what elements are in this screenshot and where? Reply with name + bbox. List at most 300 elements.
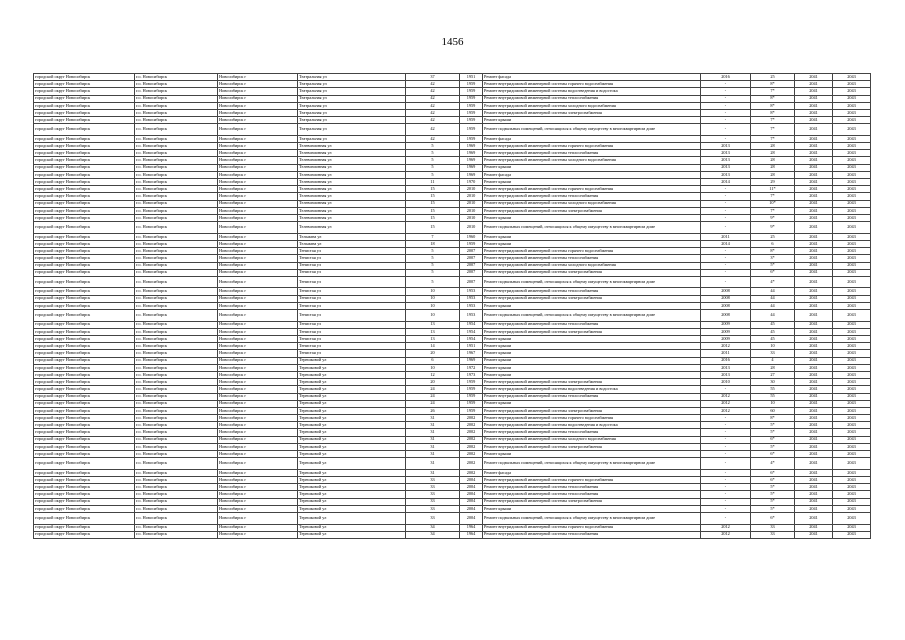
cell-municipality: городской округ Новосибирск xyxy=(34,102,135,109)
cell-city: Новосибирск г xyxy=(218,109,298,116)
cell-work-type: Ремонт внутридомовой инженерной системы электроснабжения xyxy=(483,443,701,450)
cell-settlement: г.о. Новосибирск xyxy=(135,135,218,142)
cell-plan-end-year: 2043 xyxy=(833,102,871,109)
cell-plan-start-year: 2041 xyxy=(795,343,833,350)
cell-last-repair-year: - xyxy=(701,255,751,262)
cell-build-year: 2002 xyxy=(460,458,483,470)
cell-build-year: 2002 xyxy=(460,422,483,429)
cell-plan-start-year: 2041 xyxy=(795,484,833,491)
cell-city: Новосибирск г xyxy=(218,207,298,214)
cell-last-repair-year: - xyxy=(701,436,751,443)
cell-build-year: 1969 xyxy=(460,164,483,171)
cell-house-number: 42 xyxy=(406,117,460,124)
cell-last-repair-year: 2013 xyxy=(701,143,751,150)
cell-wear-percent: 28 xyxy=(751,150,795,157)
cell-municipality: городской округ Новосибирск xyxy=(34,531,135,538)
cell-plan-end-year: 2043 xyxy=(833,498,871,505)
cell-municipality: городской округ Новосибирск xyxy=(34,164,135,171)
cell-wear-percent: 11* xyxy=(751,186,795,193)
cell-house-number: 33 xyxy=(406,491,460,498)
cell-house-number: 33 xyxy=(406,476,460,483)
cell-plan-start-year: 2041 xyxy=(795,295,833,302)
table-row xyxy=(34,484,871,491)
table-row xyxy=(34,186,871,193)
cell-city: Новосибирск г xyxy=(218,150,298,157)
table-row xyxy=(34,276,871,288)
cell-house-number: 42 xyxy=(406,95,460,102)
cell-plan-end-year: 2043 xyxy=(833,262,871,269)
cell-plan-end-year: 2043 xyxy=(833,295,871,302)
cell-plan-end-year: 2043 xyxy=(833,233,871,240)
cell-house-number: 10 xyxy=(406,364,460,371)
cell-last-repair-year: - xyxy=(701,386,751,393)
cell-municipality: городской округ Новосибирск xyxy=(34,150,135,157)
cell-municipality: городской округ Новосибирск xyxy=(34,321,135,328)
cell-municipality: городской округ Новосибирск xyxy=(34,193,135,200)
cell-last-repair-year: - xyxy=(701,276,751,288)
cell-plan-start-year: 2041 xyxy=(795,422,833,429)
cell-last-repair-year: - xyxy=(701,193,751,200)
cell-street: Терешковой ул xyxy=(298,491,406,498)
cell-last-repair-year: 2012 xyxy=(701,343,751,350)
cell-street: Тенистая ул xyxy=(298,328,406,335)
cell-last-repair-year: - xyxy=(701,269,751,276)
cell-municipality: городской округ Новосибирск xyxy=(34,343,135,350)
cell-city: Новосибирск г xyxy=(218,498,298,505)
cell-plan-start-year: 2041 xyxy=(795,276,833,288)
cell-work-type: Ремонт внутридомовой инженерной системы электроснабжения xyxy=(483,295,701,302)
cell-house-number: 15 xyxy=(406,214,460,221)
cell-last-repair-year: - xyxy=(701,512,751,524)
cell-plan-end-year: 2043 xyxy=(833,74,871,81)
cell-work-type: Ремонт крыши xyxy=(483,240,701,247)
cell-plan-end-year: 2043 xyxy=(833,371,871,378)
cell-work-type: Ремонт внутридомовой инженерной системы теплоснабжения xyxy=(483,484,701,491)
cell-work-type: Ремонт крыши xyxy=(483,214,701,221)
cell-house-number: 37 xyxy=(406,74,460,81)
cell-work-type: Ремонт внутридомовой инженерной системы горячего водоснабжения xyxy=(483,186,701,193)
cell-municipality: городской округ Новосибирск xyxy=(34,295,135,302)
table-row xyxy=(34,207,871,214)
cell-municipality: городской округ Новосибирск xyxy=(34,364,135,371)
cell-municipality: городской округ Новосибирск xyxy=(34,422,135,429)
cell-house-number: 13 xyxy=(406,321,460,328)
cell-settlement: г.о. Новосибирск xyxy=(135,109,218,116)
cell-settlement: г.о. Новосибирск xyxy=(135,458,218,470)
cell-wear-percent: 28 xyxy=(751,171,795,178)
cell-municipality: городской округ Новосибирск xyxy=(34,222,135,234)
cell-street: Терешковой ул xyxy=(298,524,406,531)
cell-plan-end-year: 2043 xyxy=(833,531,871,538)
cell-settlement: г.о. Новосибирск xyxy=(135,171,218,178)
cell-municipality: городской округ Новосибирск xyxy=(34,371,135,378)
cell-work-type: Ремонт крыши xyxy=(483,336,701,343)
cell-settlement: г.о. Новосибирск xyxy=(135,214,218,221)
cell-municipality: городской округ Новосибирск xyxy=(34,310,135,322)
cell-house-number: 5 xyxy=(406,143,460,150)
cell-work-type: Ремонт подвальных помещений, относящихся к общему имуществу в многоквартирном доме xyxy=(483,276,701,288)
table-row xyxy=(34,222,871,234)
cell-city: Новосибирск г xyxy=(218,171,298,178)
table-row xyxy=(34,179,871,186)
cell-street: Тенистая ул xyxy=(298,295,406,302)
cell-plan-end-year: 2043 xyxy=(833,186,871,193)
cell-house-number: 5 xyxy=(406,157,460,164)
table-row xyxy=(34,407,871,414)
cell-last-repair-year: - xyxy=(701,429,751,436)
cell-city: Новосибирск г xyxy=(218,102,298,109)
cell-municipality: городской округ Новосибирск xyxy=(34,200,135,207)
cell-house-number: 42 xyxy=(406,124,460,136)
cell-city: Новосибирск г xyxy=(218,429,298,436)
cell-street: Терешковой ул xyxy=(298,531,406,538)
table-row xyxy=(34,269,871,276)
page-number: 1456 xyxy=(441,36,464,48)
cell-work-type: Ремонт внутридомовой инженерной системы горячего водоснабжения xyxy=(483,476,701,483)
cell-plan-end-year: 2043 xyxy=(833,135,871,142)
cell-municipality: городской округ Новосибирск xyxy=(34,407,135,414)
cell-work-type: Ремонт внутридомовой инженерной системы горячего водоснабжения xyxy=(483,524,701,531)
cell-last-repair-year: - xyxy=(701,214,751,221)
cell-municipality: городской округ Новосибирск xyxy=(34,179,135,186)
cell-work-type: Ремонт внутридомовой инженерной системы горячего водоснабжения xyxy=(483,81,701,88)
cell-house-number: 15 xyxy=(406,200,460,207)
cell-settlement: г.о. Новосибирск xyxy=(135,393,218,400)
cell-wear-percent: 8* xyxy=(751,95,795,102)
cell-house-number: 34 xyxy=(406,531,460,538)
cell-settlement: г.о. Новосибирск xyxy=(135,386,218,393)
cell-wear-percent: 5* xyxy=(751,505,795,512)
cell-last-repair-year: 2013 xyxy=(701,371,751,378)
table-row xyxy=(34,164,871,171)
cell-build-year: 1959 xyxy=(460,109,483,116)
cell-settlement: г.о. Новосибирск xyxy=(135,476,218,483)
cell-settlement: г.о. Новосибирск xyxy=(135,295,218,302)
cell-build-year: 2004 xyxy=(460,505,483,512)
cell-street: Телевизионная ул xyxy=(298,164,406,171)
cell-municipality: городской округ Новосибирск xyxy=(34,415,135,422)
cell-last-repair-year: 2014 xyxy=(701,179,751,186)
cell-city: Новосибирск г xyxy=(218,379,298,386)
cell-last-repair-year: - xyxy=(701,81,751,88)
cell-last-repair-year: 2012 xyxy=(701,400,751,407)
cell-municipality: городской округ Новосибирск xyxy=(34,214,135,221)
cell-work-type: Ремонт крыши xyxy=(483,350,701,357)
cell-house-number: 42 xyxy=(406,109,460,116)
cell-wear-percent: 8* xyxy=(751,81,795,88)
cell-municipality: городской округ Новосибирск xyxy=(34,336,135,343)
cell-work-type: Ремонт фасада xyxy=(483,469,701,476)
cell-plan-end-year: 2043 xyxy=(833,491,871,498)
table-row xyxy=(34,255,871,262)
cell-city: Новосибирск г xyxy=(218,310,298,322)
cell-city: Новосибирск г xyxy=(218,443,298,450)
cell-wear-percent: 4* xyxy=(751,276,795,288)
cell-work-type: Ремонт крыши xyxy=(483,505,701,512)
cell-street: Терешковой ул xyxy=(298,443,406,450)
cell-last-repair-year: - xyxy=(701,415,751,422)
cell-house-number: 31 xyxy=(406,469,460,476)
cell-work-type: Ремонт внутридомовой инженерной системы холодного водоснабжения xyxy=(483,157,701,164)
cell-street: Тельмана ул xyxy=(298,240,406,247)
cell-build-year: 1959 xyxy=(460,407,483,414)
cell-house-number: 10 xyxy=(406,302,460,309)
cell-house-number: 10 xyxy=(406,310,460,322)
cell-settlement: г.о. Новосибирск xyxy=(135,81,218,88)
cell-city: Новосибирск г xyxy=(218,124,298,136)
table-row xyxy=(34,109,871,116)
cell-house-number: 15 xyxy=(406,207,460,214)
cell-house-number: 24 xyxy=(406,386,460,393)
cell-street: Телевизионная ул xyxy=(298,207,406,214)
table-row xyxy=(34,436,871,443)
cell-house-number: 31 xyxy=(406,429,460,436)
table-row xyxy=(34,95,871,102)
cell-build-year: 1954 xyxy=(460,321,483,328)
cell-settlement: г.о. Новосибирск xyxy=(135,469,218,476)
cell-street: Терешковой ул xyxy=(298,357,406,364)
table-row xyxy=(34,124,871,136)
cell-work-type: Ремонт внутридомовой инженерной системы холодного водоснабжения xyxy=(483,262,701,269)
cell-house-number: 13 xyxy=(406,328,460,335)
cell-plan-start-year: 2041 xyxy=(795,429,833,436)
cell-house-number: 5 xyxy=(406,262,460,269)
cell-city: Новосибирск г xyxy=(218,407,298,414)
cell-build-year: 1959 xyxy=(460,95,483,102)
cell-wear-percent: 45 xyxy=(751,328,795,335)
cell-plan-end-year: 2043 xyxy=(833,164,871,171)
cell-settlement: г.о. Новосибирск xyxy=(135,179,218,186)
table-row xyxy=(34,214,871,221)
cell-city: Новосибирск г xyxy=(218,222,298,234)
cell-house-number: 33 xyxy=(406,505,460,512)
cell-settlement: г.о. Новосибирск xyxy=(135,371,218,378)
cell-work-type: Ремонт внутридомовой инженерной системы горячего водоснабжения xyxy=(483,248,701,255)
cell-house-number: 15 xyxy=(406,186,460,193)
cell-build-year: 1953 xyxy=(460,302,483,309)
cell-wear-percent: 33 xyxy=(751,524,795,531)
cell-city: Новосибирск г xyxy=(218,321,298,328)
cell-settlement: г.о. Новосибирск xyxy=(135,240,218,247)
cell-build-year: 1970 xyxy=(460,179,483,186)
cell-work-type: Ремонт внутридомовой инженерной системы электроснабжения xyxy=(483,328,701,335)
cell-city: Новосибирск г xyxy=(218,328,298,335)
cell-plan-end-year: 2043 xyxy=(833,350,871,357)
cell-settlement: г.о. Новосибирск xyxy=(135,124,218,136)
cell-plan-start-year: 2041 xyxy=(795,193,833,200)
cell-plan-start-year: 2041 xyxy=(795,74,833,81)
cell-street: Телевизионная ул xyxy=(298,214,406,221)
cell-city: Новосибирск г xyxy=(218,262,298,269)
cell-street: Тенистая ул xyxy=(298,269,406,276)
cell-street: Телевизионная ул xyxy=(298,150,406,157)
cell-municipality: городской округ Новосибирск xyxy=(34,484,135,491)
cell-municipality: городской округ Новосибирск xyxy=(34,498,135,505)
cell-municipality: городской округ Новосибирск xyxy=(34,379,135,386)
cell-city: Новосибирск г xyxy=(218,214,298,221)
cell-settlement: г.о. Новосибирск xyxy=(135,276,218,288)
table-row xyxy=(34,74,871,81)
cell-street: Тенистая ул xyxy=(298,310,406,322)
cell-work-type: Ремонт крыши xyxy=(483,302,701,309)
cell-municipality: городской округ Новосибирск xyxy=(34,269,135,276)
cell-wear-percent: 44 xyxy=(751,288,795,295)
cell-work-type: Ремонт фасада xyxy=(483,74,701,81)
table-row xyxy=(34,233,871,240)
cell-build-year: 2010 xyxy=(460,222,483,234)
cell-build-year: 1959 xyxy=(460,379,483,386)
cell-build-year: 1964 xyxy=(460,524,483,531)
cell-work-type: Ремонт внутридомовой инженерной системы электроснабжения xyxy=(483,269,701,276)
cell-last-repair-year: - xyxy=(701,117,751,124)
cell-street: Театральная ул xyxy=(298,102,406,109)
cell-build-year: 1959 xyxy=(460,393,483,400)
cell-municipality: городской округ Новосибирск xyxy=(34,157,135,164)
cell-plan-start-year: 2041 xyxy=(795,248,833,255)
cell-work-type: Ремонт крыши xyxy=(483,364,701,371)
cell-house-number: 33 xyxy=(406,498,460,505)
cell-build-year: 1973 xyxy=(460,371,483,378)
cell-plan-start-year: 2041 xyxy=(795,135,833,142)
cell-wear-percent: 8* xyxy=(751,415,795,422)
cell-work-type: Ремонт внутридомовой инженерной системы теплоснабжения xyxy=(483,95,701,102)
cell-settlement: г.о. Новосибирск xyxy=(135,302,218,309)
table-row xyxy=(34,531,871,538)
cell-plan-start-year: 2041 xyxy=(795,214,833,221)
cell-street: Телевизионная ул xyxy=(298,200,406,207)
cell-settlement: г.о. Новосибирск xyxy=(135,350,218,357)
cell-work-type: Ремонт внутридомовой инженерной системы электроснабжения xyxy=(483,407,701,414)
cell-house-number: 31 xyxy=(406,436,460,443)
cell-wear-percent: 7* xyxy=(751,207,795,214)
cell-city: Новосибирск г xyxy=(218,505,298,512)
cell-build-year: 1959 xyxy=(460,386,483,393)
cell-work-type: Ремонт внутридомовой инженерной системы теплоснабжения xyxy=(483,150,701,157)
table-row xyxy=(34,415,871,422)
cell-plan-end-year: 2043 xyxy=(833,436,871,443)
cell-municipality: городской округ Новосибирск xyxy=(34,436,135,443)
cell-street: Тенистая ул xyxy=(298,321,406,328)
cell-work-type: Ремонт внутридомовой инженерной системы водоотведения и водостока xyxy=(483,422,701,429)
cell-street: Театральная ул xyxy=(298,109,406,116)
cell-plan-end-year: 2043 xyxy=(833,400,871,407)
cell-city: Новосибирск г xyxy=(218,200,298,207)
cell-municipality: городской округ Новосибирск xyxy=(34,81,135,88)
cell-build-year: 1959 xyxy=(460,81,483,88)
cell-municipality: городской округ Новосибирск xyxy=(34,524,135,531)
table-row xyxy=(34,102,871,109)
cell-house-number: 24 xyxy=(406,400,460,407)
cell-municipality: городской округ Новосибирск xyxy=(34,386,135,393)
cell-settlement: г.о. Новосибирск xyxy=(135,400,218,407)
cell-build-year: 1953 xyxy=(460,310,483,322)
cell-settlement: г.о. Новосибирск xyxy=(135,310,218,322)
cell-plan-start-year: 2041 xyxy=(795,262,833,269)
cell-house-number: 12 xyxy=(406,371,460,378)
cell-city: Новосибирск г xyxy=(218,436,298,443)
cell-plan-end-year: 2043 xyxy=(833,364,871,371)
cell-plan-start-year: 2041 xyxy=(795,491,833,498)
cell-wear-percent: 7* xyxy=(751,135,795,142)
cell-plan-start-year: 2041 xyxy=(795,171,833,178)
cell-municipality: городской округ Новосибирск xyxy=(34,255,135,262)
cell-street: Театральная ул xyxy=(298,135,406,142)
cell-street: Телевизионная ул xyxy=(298,193,406,200)
cell-city: Новосибирск г xyxy=(218,524,298,531)
cell-plan-start-year: 2041 xyxy=(795,505,833,512)
cell-house-number: 11 xyxy=(406,179,460,186)
cell-street: Терешковой ул xyxy=(298,386,406,393)
cell-plan-start-year: 2041 xyxy=(795,393,833,400)
cell-municipality: городской округ Новосибирск xyxy=(34,95,135,102)
cell-last-repair-year: - xyxy=(701,422,751,429)
cell-last-repair-year: 2016 xyxy=(701,74,751,81)
cell-house-number: 5 xyxy=(406,171,460,178)
cell-plan-end-year: 2043 xyxy=(833,524,871,531)
cell-plan-start-year: 2041 xyxy=(795,386,833,393)
cell-wear-percent: 60 xyxy=(751,407,795,414)
table-row xyxy=(34,117,871,124)
cell-wear-percent: 29 xyxy=(751,179,795,186)
cell-house-number: 31 xyxy=(406,443,460,450)
cell-city: Новосибирск г xyxy=(218,476,298,483)
cell-wear-percent: 7* xyxy=(751,124,795,136)
cell-city: Новосибирск г xyxy=(218,400,298,407)
cell-build-year: 2007 xyxy=(460,255,483,262)
table-row xyxy=(34,386,871,393)
cell-work-type: Ремонт внутридомовой инженерной системы теплоснабжения xyxy=(483,193,701,200)
cell-house-number: 5 xyxy=(406,150,460,157)
cell-plan-start-year: 2041 xyxy=(795,336,833,343)
cell-street: Терешковой ул xyxy=(298,512,406,524)
cell-wear-percent: 28 xyxy=(751,164,795,171)
cell-settlement: г.о. Новосибирск xyxy=(135,88,218,95)
cell-wear-percent: 45 xyxy=(751,321,795,328)
cell-city: Новосибирск г xyxy=(218,135,298,142)
cell-municipality: городской округ Новосибирск xyxy=(34,491,135,498)
cell-city: Новосибирск г xyxy=(218,336,298,343)
cell-plan-start-year: 2041 xyxy=(795,531,833,538)
cell-build-year: 2004 xyxy=(460,491,483,498)
cell-municipality: городской округ Новосибирск xyxy=(34,124,135,136)
cell-municipality: городской округ Новосибирск xyxy=(34,469,135,476)
cell-municipality: городской округ Новосибирск xyxy=(34,393,135,400)
cell-plan-end-year: 2043 xyxy=(833,109,871,116)
cell-build-year: 1969 xyxy=(460,357,483,364)
table-row xyxy=(34,302,871,309)
cell-street: Телевизионная ул xyxy=(298,171,406,178)
cell-plan-end-year: 2043 xyxy=(833,95,871,102)
cell-work-type: Ремонт внутридомовой инженерной системы теплоснабжения xyxy=(483,393,701,400)
table-row xyxy=(34,379,871,386)
cell-house-number: 5 xyxy=(406,164,460,171)
cell-settlement: г.о. Новосибирск xyxy=(135,95,218,102)
cell-municipality: городской округ Новосибирск xyxy=(34,350,135,357)
cell-plan-end-year: 2043 xyxy=(833,179,871,186)
cell-plan-end-year: 2043 xyxy=(833,200,871,207)
cell-settlement: г.о. Новосибирск xyxy=(135,531,218,538)
cell-plan-start-year: 2041 xyxy=(795,458,833,470)
cell-plan-end-year: 2043 xyxy=(833,458,871,470)
cell-last-repair-year: - xyxy=(701,135,751,142)
cell-city: Новосибирск г xyxy=(218,484,298,491)
cell-street: Телевизионная ул xyxy=(298,143,406,150)
cell-settlement: г.о. Новосибирск xyxy=(135,288,218,295)
cell-street: Театральная ул xyxy=(298,124,406,136)
cell-municipality: городской округ Новосибирск xyxy=(34,207,135,214)
cell-city: Новосибирск г xyxy=(218,143,298,150)
cell-street: Терешковой ул xyxy=(298,393,406,400)
